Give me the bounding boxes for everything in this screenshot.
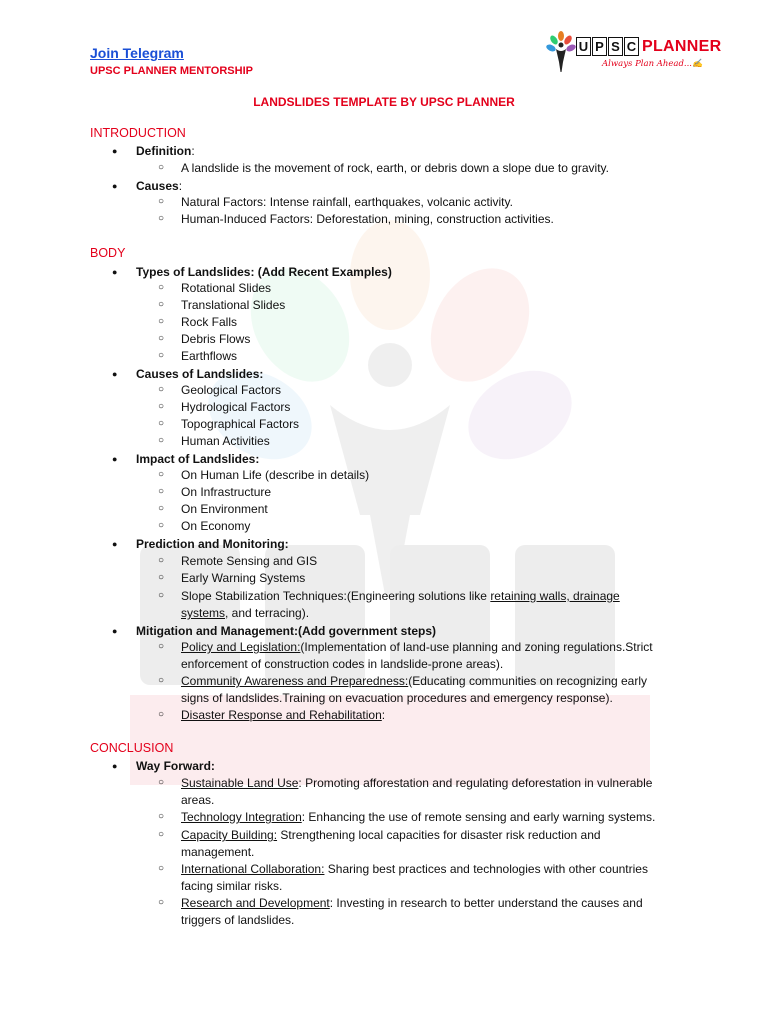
types-label: Types of Landslides: (Add Recent Examples) — [136, 265, 392, 279]
sub-bullet-icon: ○ — [158, 709, 165, 720]
sub-bullet-icon: ○ — [158, 333, 165, 344]
definition-label: Definition — [136, 144, 192, 158]
list-item: Remote Sensing and GIS — [181, 554, 318, 568]
list-item: Rotational Slides — [181, 281, 272, 295]
policy-item — [181, 639, 681, 673]
list-item: Human-Induced Factors: Deforestation, mining, construction activities. — [181, 212, 554, 226]
item-text: : Investing in research to better understand the causes and — [329, 896, 643, 910]
sub-bullet-icon: ○ — [158, 435, 165, 446]
bullet-icon: ● — [112, 626, 118, 636]
logo-wordmark — [576, 37, 721, 57]
policy-line1: (Implementation of land-use planning and zoning regulations.Strict — [300, 640, 653, 654]
disaster-response-link[interactable]: Disaster Response and Rehabilitation — [181, 708, 382, 722]
logo-letter-s: S — [608, 37, 623, 56]
sub-bullet-icon: ○ — [158, 520, 165, 531]
disaster-suffix: : — [381, 708, 386, 722]
disaster-item — [181, 707, 681, 724]
list-item: Topographical Factors — [181, 417, 300, 431]
causes-item — [136, 178, 182, 194]
sub-bullet-icon: ○ — [158, 418, 165, 429]
sub-bullet-icon: ○ — [158, 486, 165, 497]
logo-letter-u: U — [576, 37, 591, 56]
sub-bullet-icon: ○ — [158, 572, 165, 583]
bullet-icon: ● — [112, 181, 118, 191]
list-item: Translational Slides — [181, 298, 286, 312]
body-heading: BODY — [90, 246, 126, 260]
list-item: On Environment — [181, 502, 268, 516]
sub-bullet-icon: ○ — [158, 316, 165, 327]
policy-legislation-link[interactable]: Policy and Legislation: — [181, 640, 301, 654]
item-text-cont: management. — [181, 845, 255, 859]
prediction-label: Prediction and Monitoring: — [136, 537, 289, 551]
mitigation-label: Mitigation and Management:(Add government steps) — [136, 624, 437, 638]
capacity-building-link[interactable]: Capacity Building: — [181, 828, 278, 842]
slope-prefix: Slope Stabilization Techniques:(Engineering solutions like — [181, 589, 491, 603]
sub-bullet-icon: ○ — [158, 299, 165, 310]
sustainable-land-use-link[interactable]: Sustainable Land Use — [181, 776, 299, 790]
item-text-cont: facing similar risks. — [181, 879, 283, 893]
item-text-cont: areas. — [181, 793, 215, 807]
sub-bullet-icon: ○ — [158, 777, 165, 788]
causes-label: Causes — [136, 179, 179, 193]
bullet-icon: ● — [112, 454, 118, 464]
logo-planner-text: PLANNER — [642, 38, 722, 55]
community-line2: signs of landslides.Training on evacuation procedures and emergency response). — [181, 691, 613, 705]
bullet-icon: ● — [112, 369, 118, 379]
list-item: On Infrastructure — [181, 485, 272, 499]
community-line1: (Educating communities on recognizing early — [408, 674, 648, 688]
sub-bullet-icon: ○ — [158, 503, 165, 514]
logo-tagline: Always Plan Ahead...✍ — [602, 59, 703, 69]
list-item: Rock Falls — [181, 315, 238, 329]
bullet-icon: ● — [112, 761, 118, 771]
causes-of-landslides-label: Causes of Landslides: — [136, 367, 264, 381]
way-forward-label: Way Forward: — [136, 759, 215, 773]
document-title: LANDSLIDES TEMPLATE BY UPSC PLANNER — [253, 95, 515, 109]
definition-text: A landslide is the movement of rock, earth, or debris down a slope due to gravity. — [181, 161, 610, 175]
list-item — [181, 775, 681, 809]
list-item: On Economy — [181, 519, 251, 533]
impact-label: Impact of Landslides: — [136, 452, 260, 466]
slope-suffix: , and terracing). — [225, 606, 310, 620]
list-item — [181, 827, 681, 861]
definition-suffix: : — [191, 144, 195, 158]
sub-bullet-icon: ○ — [158, 675, 165, 686]
community-item — [181, 673, 681, 707]
list-item: Hydrological Factors — [181, 400, 291, 414]
research-development-link[interactable]: Research and Development — [181, 896, 330, 910]
community-awareness-link[interactable]: Community Awareness and Preparedness: — [181, 674, 409, 688]
retaining-walls-link[interactable]: retaining walls, drainage — [490, 589, 620, 603]
sub-bullet-icon: ○ — [158, 897, 165, 908]
slope-stabilization-item — [181, 588, 681, 622]
sub-bullet-icon: ○ — [158, 162, 165, 173]
list-item: Human Activities — [181, 434, 270, 448]
logo-letter-c: C — [624, 37, 639, 56]
list-item: Geological Factors — [181, 383, 282, 397]
sub-bullet-icon: ○ — [158, 213, 165, 224]
list-item: On Human Life (describe in details) — [181, 468, 370, 482]
sub-bullet-icon: ○ — [158, 350, 165, 361]
causes-suffix: : — [178, 179, 183, 193]
list-item — [181, 895, 681, 929]
sub-bullet-icon: ○ — [158, 829, 165, 840]
list-item: Natural Factors: Intense rainfall, earthquakes, volcanic activity. — [181, 195, 513, 209]
upsc-planner-logo — [546, 30, 736, 74]
sub-bullet-icon: ○ — [158, 384, 165, 395]
mentorship-label: UPSC PLANNER MENTORSHIP — [90, 65, 253, 77]
definition-item — [136, 143, 195, 159]
sub-bullet-icon: ○ — [158, 196, 165, 207]
bullet-icon: ● — [112, 146, 118, 156]
item-text: Sharing best practices and technologies with other countries — [324, 862, 648, 876]
sub-bullet-icon: ○ — [158, 282, 165, 293]
technology-integration-link[interactable]: Technology Integration — [181, 810, 302, 824]
sub-bullet-icon: ○ — [158, 590, 165, 601]
sub-bullet-icon: ○ — [158, 641, 165, 652]
bullet-icon: ● — [112, 267, 118, 277]
introduction-heading: INTRODUCTION — [90, 126, 186, 140]
list-item: Earthflows — [181, 349, 238, 363]
header-left — [90, 45, 253, 77]
item-text-cont: triggers of landslides. — [181, 913, 295, 927]
sub-bullet-icon: ○ — [158, 555, 165, 566]
sub-bullet-icon: ○ — [158, 863, 165, 874]
list-item — [181, 809, 681, 826]
bullet-icon: ● — [112, 539, 118, 549]
join-telegram-link[interactable]: Join Telegram — [90, 45, 184, 61]
item-text: : Promoting afforestation and regulating deforestation in vulnerable — [298, 776, 653, 790]
list-item — [181, 861, 681, 895]
policy-line2: enforcement of construction codes in landslide-prone areas). — [181, 657, 504, 671]
international-collaboration-link[interactable]: International Collaboration: — [181, 862, 325, 876]
list-item: Early Warning Systems — [181, 571, 306, 585]
logo-letter-p: P — [592, 37, 607, 56]
conclusion-heading: CONCLUSION — [90, 741, 174, 755]
list-item: Debris Flows — [181, 332, 251, 346]
sub-bullet-icon: ○ — [158, 401, 165, 412]
sub-bullet-icon: ○ — [158, 811, 165, 822]
item-text: : Enhancing the use of remote sensing and early warning systems. — [301, 810, 656, 824]
sub-bullet-icon: ○ — [158, 469, 165, 480]
logo-tree-icon — [546, 30, 576, 74]
item-text: Strengthening local capacities for disaster risk reduction and — [277, 828, 601, 842]
drainage-systems-link[interactable]: systems — [181, 606, 226, 620]
